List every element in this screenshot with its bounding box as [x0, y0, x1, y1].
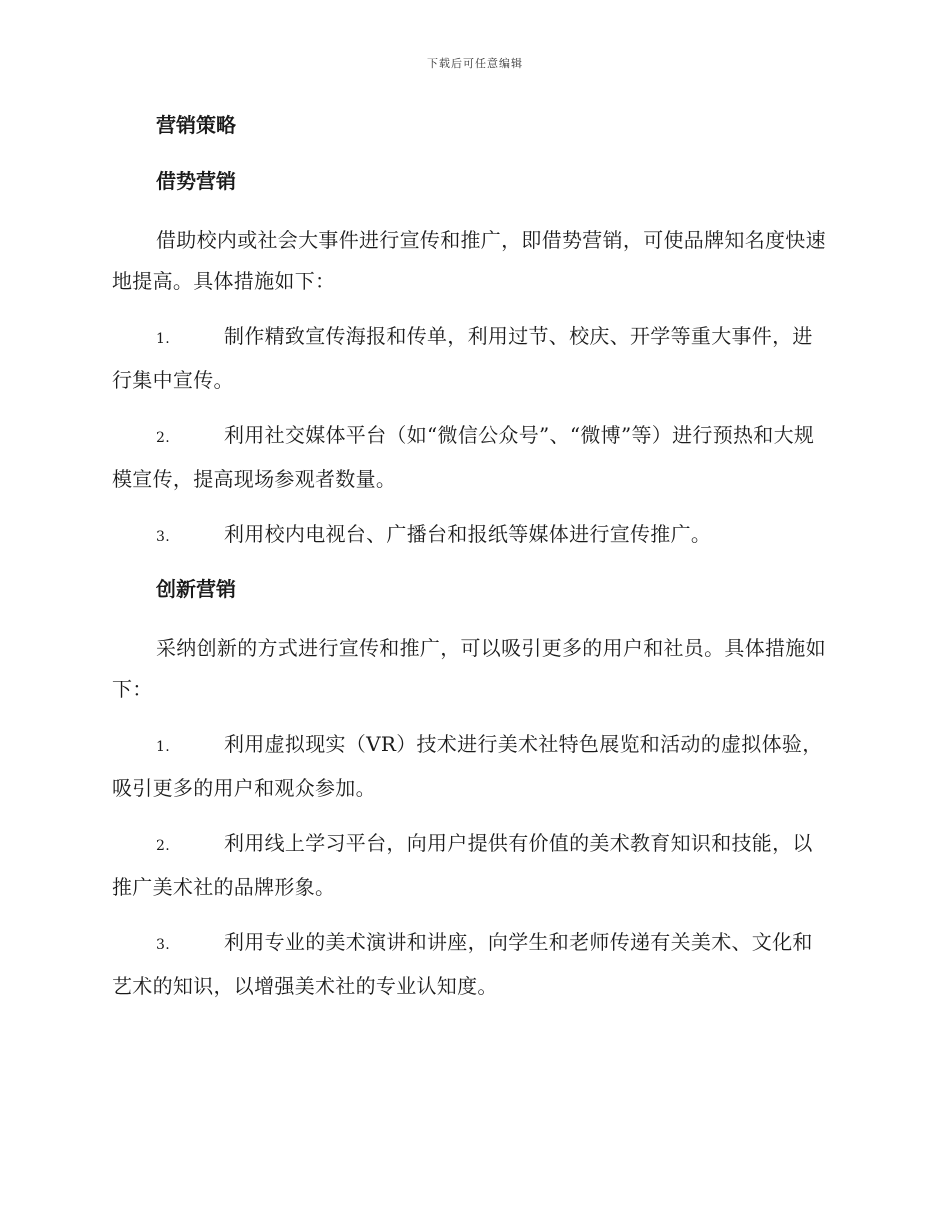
list-item-number: 1.: [156, 739, 170, 755]
list-item-text: 利用虚拟现实（VR）技术进行美术社特色展览和活动的虚拟体验，吸引更多的用户和观众参加。: [112, 732, 823, 800]
list-item-text: 利用专业的美术演讲和讲座，向学生和老师传递有关美术、文化和艺术的知识，以增强美术社的专业认知度。: [112, 930, 813, 998]
section-intro-paragraph: 采纳创新的方式进行宣传和推广，可以吸引更多的用户和社员。具体措施如下：: [112, 636, 826, 701]
document-title: 营销策略: [156, 113, 236, 137]
section-heading-innovative-marketing: 创新营销: [156, 577, 236, 601]
list-item-text: 制作精致宣传海报和传单，利用过节、校庆、开学等重大事件，进行集中宣传。: [112, 324, 813, 392]
list-item: [112, 316, 832, 401]
list-item: [112, 514, 832, 558]
list-item-text: 利用社交媒体平台（如“微信公众号”、“微博”等）进行预热和大规模宣传，提高现场参观者数量。: [112, 423, 815, 491]
document-body: [112, 108, 832, 1021]
header-note: 下载后可任意编辑: [427, 57, 523, 70]
list-item-number: 2.: [156, 430, 170, 446]
list-item-number: 1.: [156, 331, 170, 347]
list-item-text: 利用校内电视台、广播台和报纸等媒体进行宣传推广。: [224, 522, 712, 546]
list-item-number: 3.: [156, 937, 170, 953]
list-item-number: 3.: [156, 529, 170, 545]
list-item-number: 2.: [156, 838, 170, 854]
list-item: [112, 823, 832, 908]
list-item-text: 利用线上学习平台，向用户提供有价值的美术教育知识和技能，以推广美术社的品牌形象。: [112, 831, 813, 899]
section-heading-leverage-marketing: 借势营销: [156, 169, 236, 193]
section-intro-paragraph: 借助校内或社会大事件进行宣传和推广，即借势营销，可使品牌知名度快速地提高。具体措施如下：: [112, 228, 826, 293]
list-item: [112, 415, 832, 500]
list-item: [112, 724, 832, 809]
list-item: [112, 922, 832, 1007]
